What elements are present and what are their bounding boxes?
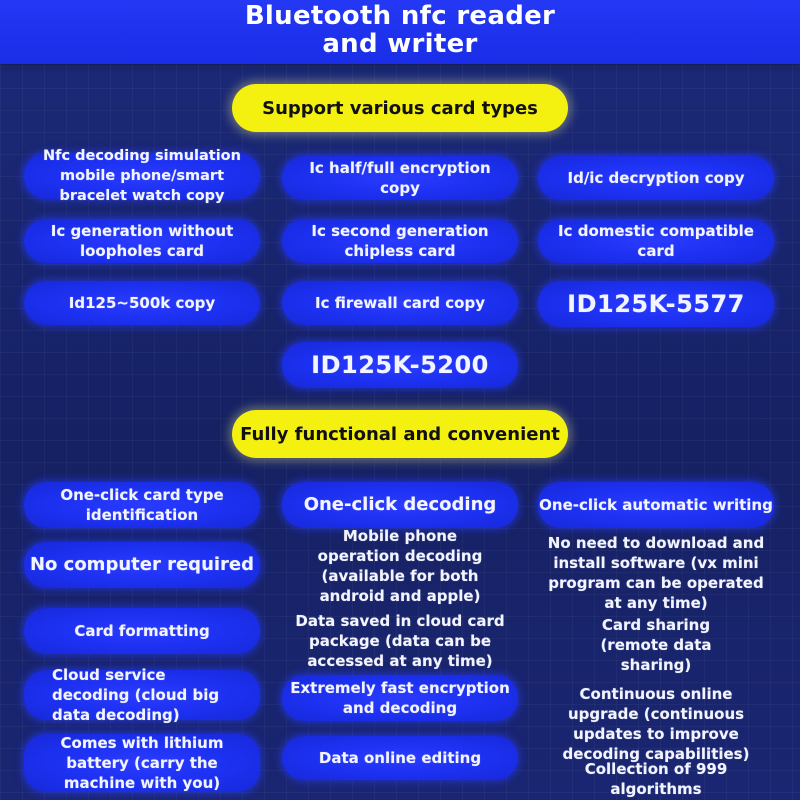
feature-pill-card-type-id — [24, 482, 260, 528]
feature-pill-one-click-decoding — [282, 482, 518, 528]
feature-label: One-click automatic writing — [539, 496, 773, 514]
feature-label: No computer required — [29, 554, 255, 575]
feature-label: Card formatting — [74, 622, 210, 640]
feature-pill-online-upgrade — [538, 682, 774, 766]
feature-pill-cloud-card-package — [282, 610, 518, 672]
feature-label: Ic half/full encryption copy — [309, 159, 491, 197]
page-title — [0, 2, 800, 58]
feature-label: Ic second generation chipless card — [311, 222, 489, 260]
feature-label: ID125K-5200 — [311, 351, 489, 379]
title-line-2: and writer — [322, 29, 478, 59]
feature-label: Comes with lithium battery (carry the machine with you) — [60, 734, 224, 792]
title-line-1: Bluetooth nfc reader — [244, 1, 556, 31]
feature-pill-card-sharing — [538, 614, 774, 676]
feature-pill-999-algorithms — [538, 758, 774, 800]
feature-pill-data-online-editing — [282, 736, 518, 780]
feature-label: Ic firewall card copy — [315, 294, 485, 312]
feature-pill-id125k-5577 — [538, 281, 774, 327]
feature-label: Ic domestic compatible card — [558, 222, 754, 260]
feature-label: No need to download and install software (vx mini program can be operated at any time) — [547, 534, 765, 612]
feature-pill-fast-encryption — [282, 675, 518, 721]
feature-pill-ic-generation — [24, 219, 260, 263]
feature-pill-ic-domestic — [538, 219, 774, 263]
section-heading-functions: Fully functional and convenient — [232, 410, 568, 458]
feature-label: Card sharing (remote data sharing) — [600, 616, 712, 674]
feature-label: Data saved in cloud card package (data can be accessed at any time) — [295, 612, 505, 670]
feature-pill-mobile-operation — [282, 527, 518, 605]
feature-label: Continuous online upgrade (continuous updates to improve decoding capabilities) — [562, 685, 750, 763]
feature-label: Ic generation without loopholes card — [50, 222, 234, 260]
feature-pill-ic-encryption — [282, 156, 518, 200]
feature-pill-ic-firewall — [282, 281, 518, 325]
feature-label: One-click card type identification — [60, 486, 224, 524]
feature-label: Nfc decoding simulation mobile phone/smart bracelet watch copy — [43, 148, 241, 204]
feature-pill-ic-second-gen — [282, 219, 518, 263]
feature-pill-automatic-writing — [538, 482, 774, 528]
feature-label: ID125K-5577 — [567, 290, 745, 318]
feature-pill-no-download — [538, 534, 774, 612]
feature-label: Extremely fast encryption and decoding — [290, 679, 510, 717]
feature-label: Data online editing — [318, 749, 482, 767]
feature-pill-no-computer — [24, 542, 260, 588]
feature-pill-cloud-service — [24, 666, 260, 724]
feature-label: One-click decoding — [303, 494, 497, 515]
feature-pill-nfc-simulation — [24, 148, 260, 204]
feature-pill-lithium-battery — [24, 734, 260, 792]
feature-pill-id125-500k — [24, 281, 260, 325]
feature-pill-idic-decryption — [538, 156, 774, 200]
feature-label: Mobile phone operation decoding (available for both android and apple) — [317, 527, 483, 605]
section-heading-card-types: Support various card types — [232, 84, 568, 132]
feature-label: Id/ic decryption copy — [567, 169, 745, 187]
feature-pill-id125k-5200 — [282, 342, 518, 388]
feature-label: Cloud service decoding (cloud big data decoding) — [52, 666, 220, 724]
feature-label: Collection of 999 algorithms — [584, 760, 728, 798]
feature-label: Id125~500k copy — [68, 294, 216, 312]
feature-pill-card-formatting — [24, 608, 260, 654]
